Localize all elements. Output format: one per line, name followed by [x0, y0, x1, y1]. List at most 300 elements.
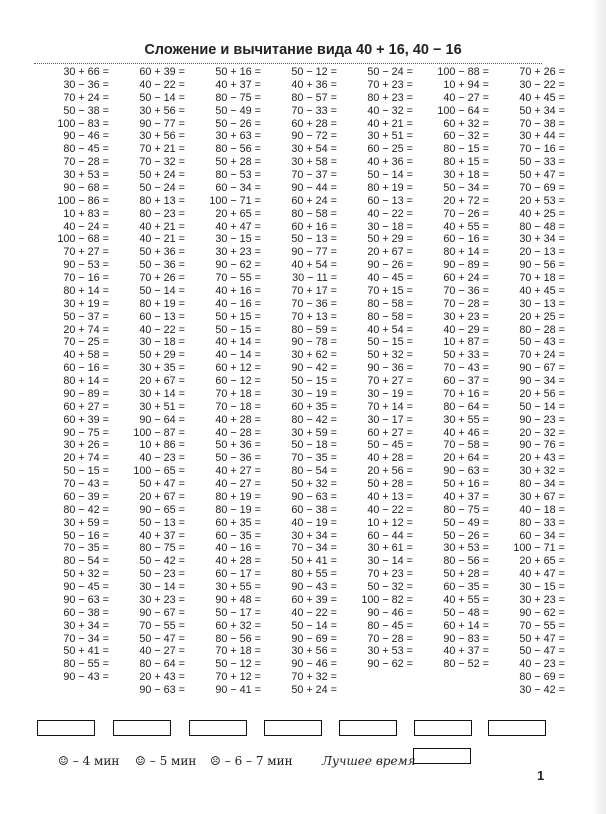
exercise-item: 60 + 12 = — [215, 362, 261, 375]
exercise-item: 70 + 32 = — [291, 671, 337, 684]
exercise-item: 100 − 71 = — [513, 542, 565, 555]
exercise-item: 40 + 55 = — [443, 593, 489, 606]
exercise-item: 30 + 34 = — [291, 529, 337, 542]
best-time-box[interactable] — [413, 748, 471, 764]
exercise-item: 50 − 17 = — [215, 606, 261, 619]
exercise-item: 60 − 13 = — [367, 194, 413, 207]
exercise-item: 80 − 53 = — [215, 169, 261, 181]
exercise-item: 30 + 23 = — [519, 593, 565, 606]
exercise-item: 30 − 22 = — [519, 78, 565, 91]
exercise-item: 30 − 18 = — [367, 220, 413, 233]
exercise-item: 80 − 52 = — [443, 658, 489, 671]
exercise-item: 50 − 14 = — [291, 619, 337, 632]
exercise-item: 10 + 94 = — [443, 78, 489, 91]
exercise-item: 90 − 65 = — [139, 503, 185, 516]
exercise-item: 30 + 53 = — [63, 169, 109, 181]
exercise-item: 100 − 71 = — [209, 194, 261, 207]
exercise-item: 80 + 14 = — [63, 284, 109, 297]
exercise-item: 70 − 28 = — [63, 156, 109, 169]
exercise-item: 90 − 36 = — [367, 362, 413, 375]
exercise-item: 90 − 42 = — [291, 362, 337, 375]
exercise-item: 30 + 61 = — [367, 542, 413, 555]
exercise-item: 90 − 41 = — [215, 684, 261, 696]
exercise-item: 20 + 67 = — [139, 375, 185, 387]
exercise-item: 90 − 77 = — [291, 246, 337, 259]
exercise-item: 60 − 12 = — [215, 375, 261, 387]
exercise-item: 90 − 75 = — [63, 426, 109, 439]
exercise-item: 80 − 56 = — [215, 632, 261, 645]
exercise-item: 30 − 17 = — [367, 413, 413, 426]
exercise-item: 40 − 28 = — [215, 426, 261, 439]
exercise-item: 40 + 36 = — [367, 156, 413, 169]
exercise-item: 20 + 67 = — [139, 490, 185, 503]
exercise-item: 70 − 25 = — [63, 336, 109, 349]
exercise-grid — [34, 66, 574, 714]
exercise-column — [490, 66, 565, 697]
exercise-item: 60 + 14 = — [443, 619, 489, 632]
time-box[interactable] — [339, 720, 397, 736]
exercise-item: 40 + 16 = — [215, 284, 261, 297]
exercise-item: 60 − 13 = — [139, 310, 185, 323]
exercise-item: 50 − 24 = — [139, 181, 185, 194]
exercise-item: 80 − 19 = — [215, 503, 261, 516]
legend-sad-text: – 6 – 7 мин — [224, 754, 293, 768]
exercise-item: 50 − 45 = — [367, 439, 413, 452]
exercise-item: 80 − 42 = — [291, 413, 337, 426]
exercise-item: 90 − 26 = — [367, 259, 413, 272]
exercise-item: 50 − 18 = — [291, 439, 337, 452]
exercise-item: 70 − 35 = — [291, 452, 337, 465]
exercise-item: 60 − 37 = — [443, 375, 489, 387]
exercise-item: 80 + 23 = — [367, 91, 413, 104]
exercise-item: 80 − 42 = — [63, 503, 109, 516]
exercise-item: 40 − 32 = — [367, 104, 413, 117]
exercise-item: 50 + 29 = — [139, 349, 185, 362]
exercise-item: 50 − 15 = — [215, 323, 261, 336]
exercise-item: 40 − 18 = — [519, 503, 565, 516]
exercise-item: 50 − 36 = — [139, 259, 185, 272]
exercise-item: 40 + 54 = — [291, 259, 337, 272]
exercise-item: 50 + 28 = — [215, 156, 261, 169]
exercise-item: 30 + 23 = — [215, 246, 261, 259]
exercise-item: 40 + 45 = — [519, 284, 565, 297]
exercise-item: 90 − 63 = — [291, 490, 337, 503]
exercise-item: 80 − 58 = — [367, 310, 413, 323]
time-box[interactable] — [113, 720, 171, 736]
exercise-item: 80 − 33 = — [519, 516, 565, 529]
exercise-item: 30 + 66 = — [63, 66, 109, 78]
legend-happy — [58, 754, 119, 768]
exercise-item: 50 − 15 = — [291, 375, 337, 387]
exercise-item: 40 − 27 = — [443, 91, 489, 104]
exercise-item: 50 − 26 = — [443, 529, 489, 542]
exercise-item: 10 + 12 = — [367, 516, 413, 529]
exercise-item: 80 − 75 = — [443, 503, 489, 516]
exercise-item: 50 + 16 = — [215, 66, 261, 78]
exercise-item: 30 + 55 = — [215, 581, 261, 593]
exercise-item: 90 − 44 = — [291, 181, 337, 194]
exercise-item: 70 − 55 = — [519, 619, 565, 632]
exercise-item: 30 + 19 = — [63, 297, 109, 310]
exercise-item: 60 + 16 = — [291, 220, 337, 233]
exercise-item: 40 + 45 = — [519, 91, 565, 104]
page-number: 1 — [537, 768, 545, 783]
best-time-label: Лучшее время — [322, 754, 416, 768]
exercise-item: 20 − 32 = — [519, 426, 565, 439]
exercise-item: 50 − 13 = — [291, 233, 337, 246]
exercise-item: 90 − 63 = — [139, 684, 185, 696]
exercise-item: 90 − 34 = — [519, 375, 565, 387]
exercise-item: 90 − 23 = — [519, 413, 565, 426]
exercise-item: 70 + 18 = — [215, 645, 261, 658]
exercise-item: 90 − 56 = — [519, 259, 565, 272]
exercise-item: 40 − 22 = — [367, 503, 413, 516]
exercise-item: 20 + 65 = — [519, 555, 565, 568]
exercise-item: 80 − 15 = — [443, 143, 489, 156]
exercise-column — [186, 66, 261, 697]
exercise-item: 90 − 43 = — [291, 581, 337, 593]
exercise-item: 80 + 19 = — [367, 181, 413, 194]
exercise-item: 40 + 54 = — [367, 323, 413, 336]
exercise-item: 60 + 27 = — [367, 426, 413, 439]
exercise-item: 100 − 88 = — [437, 66, 489, 78]
exercise-item: 70 − 36 = — [291, 297, 337, 310]
exercise-item: 30 + 59 = — [63, 516, 109, 529]
exercise-item: 60 + 24 = — [443, 272, 489, 284]
exercise-item: 50 − 13 = — [139, 516, 185, 529]
legend-happy-text: – 4 мин — [72, 754, 120, 768]
exercise-item: 40 + 46 = — [443, 426, 489, 439]
exercise-item: 60 − 32 = — [443, 130, 489, 143]
exercise-item: 30 + 56 = — [291, 645, 337, 658]
exercise-item: 80 − 64 = — [139, 658, 185, 671]
exercise-item: 30 + 34 = — [63, 619, 109, 632]
exercise-item: 50 − 47 = — [519, 645, 565, 658]
exercise-item: 30 + 34 = — [519, 233, 565, 246]
exercise-item: 30 + 32 = — [519, 465, 565, 478]
exercise-item: 80 − 59 = — [291, 323, 337, 336]
exercise-item: 40 + 47 = — [215, 220, 261, 233]
exercise-item: 50 + 32 = — [63, 568, 109, 581]
exercise-item: 30 + 35 = — [139, 362, 185, 375]
exercise-item: 60 + 39 = — [291, 593, 337, 606]
exercise-item: 30 + 58 = — [291, 156, 337, 169]
exercise-item: 60 − 34 = — [519, 529, 565, 542]
exercise-item: 40 + 25 = — [519, 207, 565, 220]
exercise-item: 30 − 15 = — [215, 233, 261, 246]
exercise-item: 30 + 67 = — [519, 490, 565, 503]
exercise-item: 40 + 21 = — [367, 117, 413, 130]
exercise-item: 50 − 37 = — [63, 310, 109, 323]
exercise-item: 20 − 13 = — [519, 246, 565, 259]
exercise-item: 70 − 32 = — [139, 156, 185, 169]
exercise-item: 50 + 29 = — [367, 233, 413, 246]
exercise-item: 60 + 39 = — [63, 413, 109, 426]
exercise-item: 70 − 28 = — [443, 297, 489, 310]
exercise-item: 30 + 54 = — [291, 143, 337, 156]
sad-face-icon: ☹ — [210, 754, 221, 768]
exercise-item: 70 − 37 = — [291, 169, 337, 181]
time-box[interactable] — [488, 720, 546, 736]
exercise-item: 70 + 24 = — [63, 91, 109, 104]
exercise-item: 50 + 33 = — [443, 349, 489, 362]
happy-face-icon: ☺ — [58, 754, 69, 768]
exercise-item: 50 + 47 = — [519, 169, 565, 181]
page-title: Сложение и вычитание вида 40 + 16, 40 − 16 — [144, 42, 462, 58]
exercise-item: 90 − 63 = — [63, 593, 109, 606]
exercise-item: 60 + 32 = — [443, 117, 489, 130]
exercise-item: 90 − 64 = — [139, 413, 185, 426]
exercise-item: 50 − 14 = — [139, 91, 185, 104]
exercise-item: 20 + 65 = — [215, 207, 261, 220]
exercise-item: 50 − 15 = — [63, 465, 109, 478]
exercise-item: 40 + 27 = — [215, 465, 261, 478]
time-box[interactable] — [37, 720, 95, 736]
exercise-item: 100 − 82 = — [361, 593, 413, 606]
exercise-item: 70 + 24 = — [519, 349, 565, 362]
exercise-item: 30 + 51 = — [139, 400, 185, 413]
exercise-item: 50 + 32 = — [367, 349, 413, 362]
exercise-item: 90 − 89 = — [63, 387, 109, 400]
exercise-item: 50 + 24 = — [291, 684, 337, 696]
exercise-item: 50 − 24 = — [367, 66, 413, 78]
exercise-item: 70 − 43 = — [443, 362, 489, 375]
exercise-item: 80 − 56 = — [443, 555, 489, 568]
exercise-item: 90 + 48 = — [215, 593, 261, 606]
exercise-item: 70 + 17 = — [291, 284, 337, 297]
exercise-column — [338, 66, 413, 671]
exercise-item: 50 + 16 = — [443, 478, 489, 490]
exercise-item: 80 + 19 = — [139, 297, 185, 310]
exercise-item: 50 − 32 = — [367, 581, 413, 593]
exercise-item: 60 + 27 = — [63, 400, 109, 413]
exercise-item: 40 − 29 = — [443, 323, 489, 336]
exercise-item: 50 + 15 = — [215, 310, 261, 323]
exercise-item: 50 − 14 = — [519, 400, 565, 413]
exercise-item: 70 + 12 = — [215, 671, 261, 684]
exercise-item: 30 − 19 = — [367, 387, 413, 400]
exercise-item: 40 + 37 = — [139, 529, 185, 542]
exercise-item: 70 + 26 = — [139, 272, 185, 284]
exercise-item: 90 − 68 = — [63, 181, 109, 194]
exercise-item: 70 − 33 = — [291, 104, 337, 117]
exercise-item: 80 − 69 = — [519, 671, 565, 684]
exercise-item: 60 − 17 = — [215, 568, 261, 581]
exercise-item: 70 − 55 = — [139, 619, 185, 632]
exercise-item: 70 − 18 = — [215, 400, 261, 413]
exercise-item: 90 − 67 = — [139, 606, 185, 619]
exercise-item: 80 − 64 = — [443, 400, 489, 413]
exercise-item: 70 + 21 = — [139, 143, 185, 156]
exercise-item: 30 − 15 = — [519, 581, 565, 593]
exercise-item: 50 + 34 = — [519, 104, 565, 117]
exercise-item: 70 + 27 = — [63, 246, 109, 259]
exercise-item: 40 − 23 = — [519, 658, 565, 671]
exercise-item: 80 − 45 = — [63, 143, 109, 156]
exercise-item: 50 + 32 = — [291, 478, 337, 490]
exercise-item: 50 − 38 = — [63, 104, 109, 117]
exercise-item: 90 − 45 = — [63, 581, 109, 593]
exercise-item: 40 + 28 = — [215, 413, 261, 426]
exercise-item: 50 − 42 = — [139, 555, 185, 568]
exercise-item: 90 − 43 = — [63, 671, 109, 684]
exercise-item: 50 − 34 = — [443, 181, 489, 194]
exercise-item: 30 − 18 = — [139, 336, 185, 349]
exercise-item: 100 − 65 = — [133, 465, 185, 478]
exercise-item: 100 − 83 = — [57, 117, 109, 130]
exercise-item: 50 − 14 = — [367, 169, 413, 181]
exercise-item: 30 + 56 = — [139, 104, 185, 117]
exercise-item: 30 + 55 = — [443, 413, 489, 426]
exercise-item: 50 + 41 = — [63, 645, 109, 658]
exercise-item: 40 − 14 = — [215, 349, 261, 362]
exercise-item: 60 − 16 = — [443, 233, 489, 246]
exercise-item: 30 − 36 = — [63, 78, 109, 91]
exercise-item: 70 − 36 = — [443, 284, 489, 297]
exercise-item: 70 + 13 = — [291, 310, 337, 323]
exercise-item: 30 + 56 = — [139, 130, 185, 143]
exercise-item: 30 − 42 = — [519, 684, 565, 696]
exercise-item: 40 + 21 = — [139, 220, 185, 233]
exercise-item: 60 − 25 = — [367, 143, 413, 156]
exercise-item: 60 − 38 = — [63, 606, 109, 619]
time-box[interactable] — [264, 720, 322, 736]
exercise-item: 40 − 22 = — [367, 207, 413, 220]
exercise-item: 40 + 58 = — [63, 349, 109, 362]
exercise-item: 60 − 39 = — [63, 490, 109, 503]
time-box[interactable] — [189, 720, 247, 736]
exercise-item: 50 + 28 = — [443, 568, 489, 581]
exercise-item: 50 − 48 = — [443, 606, 489, 619]
exercise-column — [34, 66, 109, 684]
exercise-item: 90 − 77 = — [139, 117, 185, 130]
exercise-item: 80 − 58 = — [367, 297, 413, 310]
exercise-item: 100 − 68 = — [57, 233, 109, 246]
exercise-item: 70 − 28 = — [367, 632, 413, 645]
page-edge-shadow — [592, 0, 606, 814]
exercise-item: 70 − 34 = — [63, 632, 109, 645]
exercise-column — [414, 66, 489, 671]
exercise-item: 50 − 49 = — [443, 516, 489, 529]
exercise-item: 30 + 18 = — [443, 169, 489, 181]
exercise-item: 70 − 69 = — [519, 181, 565, 194]
exercise-item: 20 + 72 = — [443, 194, 489, 207]
exercise-item: 30 + 14 = — [139, 387, 185, 400]
exercise-item: 30 + 26 = — [63, 439, 109, 452]
exercise-item: 40 + 36 = — [291, 78, 337, 91]
exercise-item: 80 + 14 = — [63, 375, 109, 387]
exercise-item: 20 + 67 = — [367, 246, 413, 259]
exercise-item: 50 − 14 = — [139, 284, 185, 297]
exercise-item: 30 + 53 = — [367, 645, 413, 658]
exercise-item: 70 − 16 = — [63, 272, 109, 284]
exercise-item: 70 + 16 = — [443, 387, 489, 400]
exercise-item: 70 + 18 = — [215, 387, 261, 400]
exercise-item: 80 − 58 = — [291, 207, 337, 220]
time-box[interactable] — [414, 720, 472, 736]
exercise-item: 20 + 43 = — [519, 452, 565, 465]
exercise-item: 40 − 27 = — [215, 478, 261, 490]
exercise-column — [262, 66, 337, 697]
exercise-item: 60 + 32 = — [215, 619, 261, 632]
exercise-item: 70 − 34 = — [291, 542, 337, 555]
exercise-item: 40 − 16 = — [215, 542, 261, 555]
exercise-item: 30 − 14 = — [367, 555, 413, 568]
exercise-item: 70 − 55 = — [215, 272, 261, 284]
exercise-item: 30 + 23 = — [443, 310, 489, 323]
exercise-item: 40 + 47 = — [519, 568, 565, 581]
exercise-item: 90 − 46 = — [367, 606, 413, 619]
exercise-item: 80 − 55 = — [63, 658, 109, 671]
exercise-item: 100 − 86 = — [57, 194, 109, 207]
exercise-item: 80 + 15 = — [443, 156, 489, 169]
exercise-item: 50 − 47 = — [139, 632, 185, 645]
exercise-item: 50 − 16 = — [63, 529, 109, 542]
exercise-item: 60 − 35 = — [443, 581, 489, 593]
exercise-item: 100 − 87 = — [133, 426, 185, 439]
exercise-item: 30 − 14 = — [139, 581, 185, 593]
exercise-item: 70 + 26 = — [519, 66, 565, 78]
legend-neutral-text: – 5 мин — [149, 754, 197, 768]
exercise-item: 30 + 63 = — [215, 130, 261, 143]
exercise-item: 50 + 47 = — [139, 478, 185, 490]
exercise-item: 80 − 54 = — [291, 465, 337, 478]
exercise-item: 90 − 53 = — [63, 259, 109, 272]
exercise-item: 80 − 57 = — [291, 91, 337, 104]
exercise-item: 80 − 34 = — [519, 478, 565, 490]
exercise-item: 50 − 23 = — [139, 568, 185, 581]
exercise-item: 40 − 27 = — [139, 645, 185, 658]
exercise-item: 50 + 36 = — [139, 246, 185, 259]
exercise-item: 50 − 43 = — [519, 336, 565, 349]
exercise-item: 90 − 46 = — [291, 658, 337, 671]
neutral-face-icon: ☺ — [135, 754, 146, 768]
exercise-item: 70 − 35 = — [63, 542, 109, 555]
exercise-item: 90 − 46 = — [63, 130, 109, 143]
exercise-item: 40 − 45 = — [367, 272, 413, 284]
exercise-item: 40 + 37 = — [443, 645, 489, 658]
exercise-item: 30 + 51 = — [367, 130, 413, 143]
exercise-item: 80 + 55 = — [291, 568, 337, 581]
exercise-item: 10 + 86 = — [139, 439, 185, 452]
exercise-item: 50 − 36 = — [215, 452, 261, 465]
exercise-item: 30 − 19 = — [291, 387, 337, 400]
exercise-item: 60 − 44 = — [367, 529, 413, 542]
exercise-item: 20 + 53 = — [519, 194, 565, 207]
exercise-item: 20 + 64 = — [443, 452, 489, 465]
exercise-item: 70 + 23 = — [367, 78, 413, 91]
exercise-item: 90 − 76 = — [519, 439, 565, 452]
exercise-item: 80 + 19 = — [215, 490, 261, 503]
exercise-item: 40 − 24 = — [63, 220, 109, 233]
exercise-item: 90 − 63 = — [443, 465, 489, 478]
exercise-item: 60 − 34 = — [215, 181, 261, 194]
exercise-item: 40 + 28 = — [215, 555, 261, 568]
exercise-item: 40 + 37 = — [215, 78, 261, 91]
exercise-item: 20 + 43 = — [139, 671, 185, 684]
legend-sad — [210, 754, 293, 768]
exercise-item: 80 − 45 = — [367, 619, 413, 632]
exercise-item: 60 + 39 = — [139, 66, 185, 78]
exercise-item: 40 − 19 = — [291, 516, 337, 529]
exercise-item: 20 + 25 = — [519, 310, 565, 323]
exercise-item: 20 + 56 = — [367, 465, 413, 478]
exercise-item: 60 + 35 = — [291, 400, 337, 413]
exercise-item: 90 − 83 = — [443, 632, 489, 645]
exercise-item: 50 + 47 = — [519, 632, 565, 645]
exercise-item: 30 + 59 = — [291, 426, 337, 439]
exercise-item: 60 − 16 = — [63, 362, 109, 375]
